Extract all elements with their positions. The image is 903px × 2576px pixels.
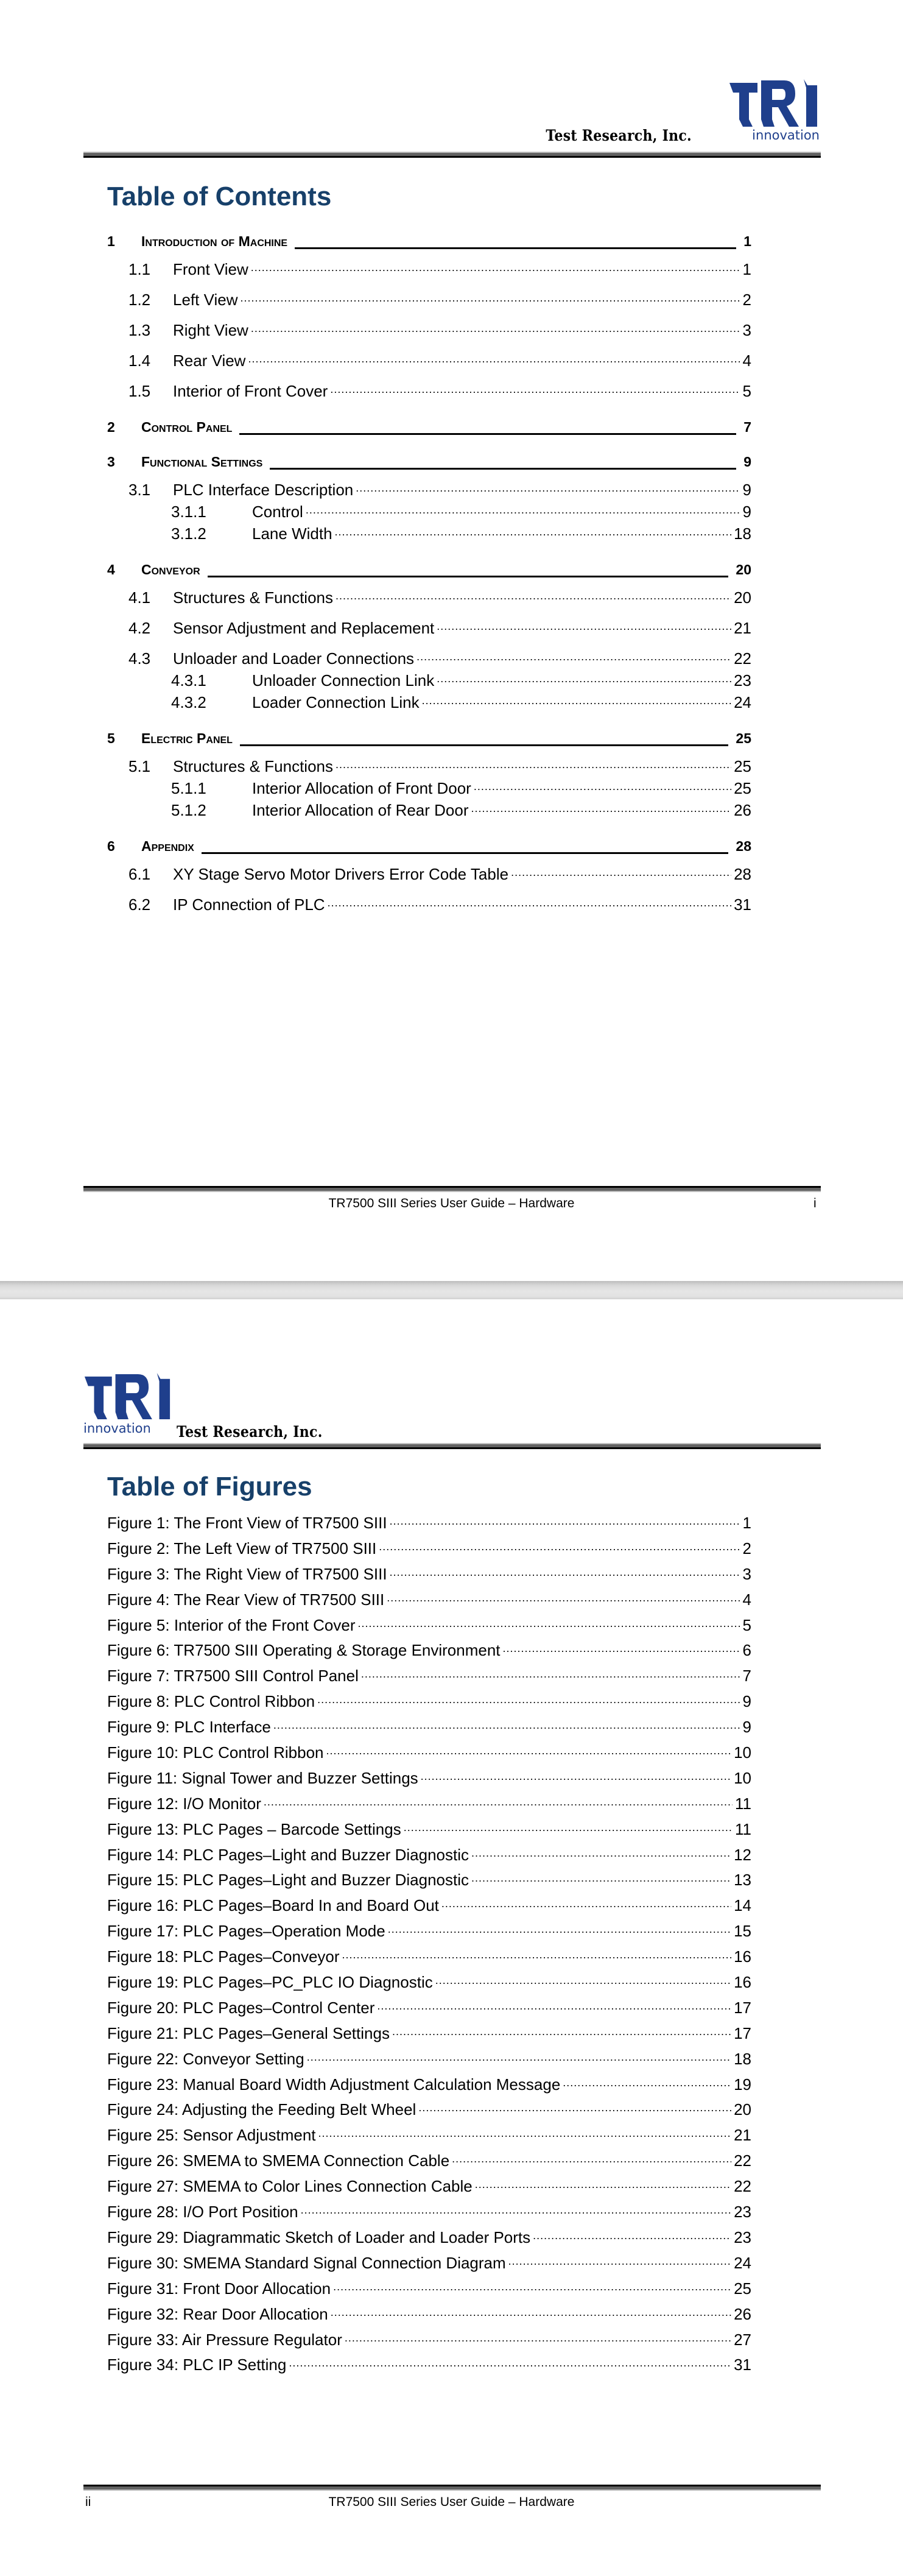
toc-entry-number: 6.1 bbox=[128, 865, 151, 883]
figure-entry-label: Figure 25: Sensor Adjustment bbox=[107, 2126, 316, 2145]
company-name: Test Research, Inc. bbox=[546, 127, 692, 144]
figure-entry-label: Figure 32: Rear Door Allocation bbox=[107, 2304, 328, 2323]
figure-entry-label: Figure 11: Signal Tower and Buzzer Settings bbox=[107, 1768, 418, 1787]
figure-entry-page: 9 bbox=[742, 1718, 751, 1737]
figure-entry-page: 22 bbox=[734, 2177, 751, 2196]
toc-entry[interactable] bbox=[107, 320, 751, 342]
toc-entry-number: 4.2 bbox=[128, 619, 151, 637]
dot-leader bbox=[421, 1768, 731, 1784]
toc-entry-title: Control Panel bbox=[141, 419, 233, 435]
figure-entry-page: 6 bbox=[742, 1641, 751, 1660]
toc-entry-title: Left View bbox=[173, 291, 238, 309]
figure-entry-label: Figure 31: Front Door Allocation bbox=[107, 2279, 331, 2298]
dot-leader bbox=[377, 1997, 731, 2013]
toc-entry-title: Rear View bbox=[173, 351, 246, 370]
dot-leader bbox=[328, 894, 732, 910]
figure-entry-page: 2 bbox=[742, 1539, 751, 1558]
toc-entry-page: 2 bbox=[742, 291, 751, 309]
dot-leader bbox=[563, 2074, 731, 2090]
figure-entry[interactable] bbox=[107, 2023, 751, 2048]
toc-chapter[interactable] bbox=[107, 233, 751, 252]
toc-entry[interactable] bbox=[107, 381, 751, 403]
tab-leader-line bbox=[239, 433, 736, 435]
figure-entry-label: Figure 3: The Right View of TR7500 SIII bbox=[107, 1564, 387, 1583]
dot-leader bbox=[437, 670, 731, 686]
figure-entry-page: 14 bbox=[734, 1896, 751, 1915]
figure-entry[interactable] bbox=[107, 1819, 751, 1844]
figure-entry-label: Figure 8: PLC Control Ribbon bbox=[107, 1692, 315, 1711]
toc-entry-number: 5 bbox=[107, 730, 115, 746]
figure-entry[interactable] bbox=[107, 1640, 751, 1665]
toc-entry-title: XY Stage Servo Motor Drivers Error Code Table bbox=[173, 865, 509, 883]
toc-entry-number: 1.5 bbox=[128, 382, 151, 400]
figure-entry[interactable] bbox=[107, 2150, 751, 2176]
dot-leader bbox=[503, 1640, 740, 1656]
figure-entry[interactable] bbox=[107, 2304, 751, 2329]
dot-leader bbox=[422, 692, 731, 708]
dot-leader bbox=[533, 2227, 731, 2243]
toc-entry-page: 3 bbox=[742, 321, 751, 339]
toc-entry-number: 5.1.2 bbox=[171, 801, 206, 819]
tab-leader-line bbox=[208, 576, 729, 577]
toc-entry-page: 20 bbox=[736, 562, 751, 577]
table-of-figures bbox=[107, 1512, 751, 2380]
toc-entry-page: 5 bbox=[742, 382, 751, 400]
figure-entry-label: Figure 13: PLC Pages – Barcode Settings bbox=[107, 1819, 401, 1838]
figure-entry-label: Figure 19: PLC Pages–PC_PLC IO Diagnostic bbox=[107, 1973, 433, 1992]
toc-chapter[interactable] bbox=[107, 562, 751, 580]
figure-entry[interactable] bbox=[107, 2201, 751, 2227]
figure-entry-label: Figure 5: Interior of the Front Cover bbox=[107, 1615, 356, 1634]
figure-entry-page: 26 bbox=[734, 2304, 751, 2323]
toc-entry-number: 5.1.1 bbox=[171, 779, 206, 797]
figure-entry-page: 15 bbox=[734, 1922, 751, 1941]
toc-entry[interactable] bbox=[107, 501, 751, 523]
figure-entry-page: 3 bbox=[742, 1564, 751, 1583]
toc-entry-title: Structures & Functions bbox=[173, 757, 333, 775]
dot-leader bbox=[435, 1972, 731, 1988]
page-separator bbox=[0, 1281, 903, 1299]
toc-entry-page: 22 bbox=[734, 649, 751, 668]
toc-entry-number: 4.3.1 bbox=[171, 671, 206, 690]
figure-entry[interactable] bbox=[107, 1512, 751, 1538]
toc-entry-title: Structures & Functions bbox=[173, 588, 333, 607]
footer-title: TR7500 SIII Series User Guide – Hardware bbox=[328, 1196, 575, 1210]
dot-leader bbox=[471, 800, 732, 816]
figure-entry[interactable] bbox=[107, 2074, 751, 2100]
figure-entry-label: Figure 30: SMEMA Standard Signal Connection Diagram bbox=[107, 2253, 506, 2272]
figure-entry[interactable] bbox=[107, 1921, 751, 1946]
figure-entry-label: Figure 27: SMEMA to Color Lines Connection Cable bbox=[107, 2177, 473, 2196]
figure-entry[interactable] bbox=[107, 2253, 751, 2278]
toc-entry-number: 2 bbox=[107, 419, 115, 435]
toc-entry-page: 25 bbox=[734, 779, 751, 797]
toc-entry[interactable] bbox=[107, 894, 751, 916]
toc-entry[interactable] bbox=[107, 587, 751, 609]
dot-leader bbox=[416, 648, 731, 664]
toc-entry-title: Unloader Connection Link bbox=[252, 671, 435, 690]
figure-entry[interactable] bbox=[107, 1946, 751, 1972]
dot-leader bbox=[335, 523, 732, 539]
toc-entry-page: 24 bbox=[734, 693, 751, 711]
document-page-2 bbox=[0, 1299, 903, 2576]
toc-chapter[interactable] bbox=[107, 454, 751, 472]
tri-logo bbox=[83, 1372, 175, 1439]
figure-entry-page: 20 bbox=[734, 2100, 751, 2119]
figure-entry-page: 11 bbox=[735, 1819, 751, 1838]
dot-leader bbox=[471, 1869, 731, 1885]
footer-rule bbox=[83, 2485, 821, 2491]
figure-entry-page: 13 bbox=[734, 1871, 751, 1890]
figure-entry-page: 1 bbox=[742, 1514, 751, 1532]
dot-leader bbox=[330, 381, 740, 397]
figure-entry[interactable] bbox=[107, 1997, 751, 2023]
dot-leader bbox=[251, 320, 740, 336]
dot-leader bbox=[471, 1844, 731, 1860]
figure-entry-page: 7 bbox=[742, 1667, 751, 1685]
toc-entry-page: 31 bbox=[734, 895, 751, 914]
header-rule bbox=[83, 1443, 821, 1449]
toc-entry[interactable] bbox=[107, 259, 751, 281]
dot-leader bbox=[301, 2201, 731, 2217]
dot-leader bbox=[306, 501, 740, 517]
figure-entry[interactable] bbox=[107, 1665, 751, 1691]
toc-entry-number: 4.3.2 bbox=[171, 693, 206, 711]
toc-entry-number: 1.1 bbox=[128, 260, 151, 278]
figure-entry-label: Figure 29: Diagrammatic Sketch of Loader and Loader Ports bbox=[107, 2228, 531, 2246]
dot-leader bbox=[331, 2304, 731, 2320]
tri-logo bbox=[728, 79, 820, 146]
header-rule bbox=[83, 152, 821, 158]
toc-entry-number: 6 bbox=[107, 838, 115, 854]
dot-leader bbox=[358, 1615, 740, 1631]
figure-entry[interactable] bbox=[107, 2227, 751, 2253]
tri-logo-icon bbox=[83, 1372, 172, 1420]
dot-leader bbox=[333, 2278, 731, 2294]
figure-entry-label: Figure 21: PLC Pages–General Settings bbox=[107, 2024, 390, 2042]
dot-leader bbox=[387, 1589, 740, 1605]
toc-entry[interactable] bbox=[107, 289, 751, 311]
toc-entry-number: 3.1.1 bbox=[171, 503, 206, 521]
tab-leader-line bbox=[240, 744, 728, 746]
figure-entry-page: 12 bbox=[734, 1845, 751, 1864]
figure-entry-page: 16 bbox=[734, 1947, 751, 1966]
figure-entry-page: 10 bbox=[734, 1768, 751, 1787]
toc-chapter[interactable] bbox=[107, 730, 751, 749]
figure-entry-label: Figure 6: TR7500 SIII Operating & Storage Environment bbox=[107, 1641, 501, 1660]
toc-entry-title: Lane Width bbox=[252, 524, 332, 543]
toc-entry-title: Control bbox=[252, 503, 303, 521]
toc-entry-page: 9 bbox=[742, 503, 751, 521]
figure-entry-label: Figure 26: SMEMA to SMEMA Connection Cable bbox=[107, 2151, 450, 2170]
figure-entry-label: Figure 15: PLC Pages–Light and Buzzer Diagnostic bbox=[107, 1871, 469, 1890]
toc-chapter[interactable] bbox=[107, 419, 751, 437]
toc-entry-title: Unloader and Loader Connections bbox=[173, 649, 415, 668]
dot-leader bbox=[474, 778, 731, 794]
figure-entry-page: 27 bbox=[734, 2330, 751, 2349]
figure-entry-page: 16 bbox=[734, 1973, 751, 1992]
dot-leader bbox=[361, 1665, 740, 1681]
dot-leader bbox=[388, 1921, 731, 1936]
toc-entry-title: Loader Connection Link bbox=[252, 693, 420, 711]
figure-entry-page: 4 bbox=[742, 1590, 751, 1609]
dot-leader bbox=[248, 350, 740, 366]
toc-entry-number: 1 bbox=[107, 233, 115, 249]
toc-entry-page: 23 bbox=[734, 671, 751, 690]
toc-entry[interactable] bbox=[107, 692, 751, 714]
toc-entry-page: 26 bbox=[734, 801, 751, 819]
dot-leader bbox=[251, 259, 740, 275]
toc-entry-number: 4.3 bbox=[128, 649, 151, 668]
toc-entry-page: 7 bbox=[743, 419, 751, 435]
toc-entry-title: Interior Allocation of Rear Door bbox=[252, 801, 469, 819]
figure-entry-label: Figure 28: I/O Port Position bbox=[107, 2203, 298, 2221]
toc-entry-number: 1.2 bbox=[128, 291, 151, 309]
dot-leader bbox=[264, 1793, 733, 1809]
figure-entry-label: Figure 2: The Left View of TR7500 SIII bbox=[107, 1539, 377, 1558]
toc-entry-number: 6.2 bbox=[128, 895, 151, 914]
figure-entry-label: Figure 9: PLC Interface bbox=[107, 1718, 271, 1737]
figure-entry[interactable] bbox=[107, 1691, 751, 1717]
tab-leader-line bbox=[295, 247, 736, 249]
figure-entry[interactable] bbox=[107, 1793, 751, 1819]
toc-entry[interactable] bbox=[107, 350, 751, 372]
toc-entry-number: 3 bbox=[107, 454, 115, 470]
figure-entry-page: 23 bbox=[734, 2228, 751, 2246]
dot-leader bbox=[289, 2354, 731, 2370]
toc-entry-number: 4.1 bbox=[128, 588, 151, 607]
figure-entry[interactable] bbox=[107, 2048, 751, 2074]
toc-entry-number: 4 bbox=[107, 562, 115, 577]
toc-entry-number: 1.4 bbox=[128, 351, 151, 370]
figure-entry-label: Figure 12: I/O Monitor bbox=[107, 1794, 261, 1813]
document-page-1 bbox=[0, 0, 903, 1281]
toc-entry-title: Interior of Front Cover bbox=[173, 382, 328, 400]
toc-entry-page: 20 bbox=[734, 588, 751, 607]
figure-entry-label: Figure 1: The Front View of TR7500 SIII bbox=[107, 1514, 387, 1532]
figure-entry[interactable] bbox=[107, 2354, 751, 2380]
toc-entry[interactable] bbox=[107, 756, 751, 778]
figure-entry-page: 18 bbox=[734, 2049, 751, 2068]
toc-entry-title: Conveyor bbox=[141, 562, 200, 577]
toc-entry-number: 1.3 bbox=[128, 321, 151, 339]
toc-entry-title: Right View bbox=[173, 321, 248, 339]
toc-entry-page: 28 bbox=[734, 865, 751, 883]
figure-entry[interactable] bbox=[107, 1869, 751, 1895]
company-name: Test Research, Inc. bbox=[177, 1423, 323, 1441]
figure-entry-label: Figure 20: PLC Pages–Control Center bbox=[107, 1998, 375, 2017]
toc-entry-page: 1 bbox=[742, 260, 751, 278]
figure-entry[interactable] bbox=[107, 2278, 751, 2304]
dot-leader bbox=[475, 2176, 731, 2192]
figure-entry[interactable] bbox=[107, 1742, 751, 1768]
figure-entry-label: Figure 10: PLC Control Ribbon bbox=[107, 1743, 324, 1762]
dot-leader bbox=[318, 2125, 732, 2140]
toc-entry-number: 3.1.2 bbox=[171, 524, 206, 543]
figure-entry-page: 17 bbox=[734, 1998, 751, 2017]
dot-leader bbox=[508, 2253, 731, 2268]
footer-rule bbox=[83, 1186, 821, 1192]
toc-entry[interactable] bbox=[107, 864, 751, 886]
figure-entry-page: 17 bbox=[734, 2024, 751, 2042]
toc-entry-title: Introduction of Machine bbox=[141, 233, 288, 249]
figure-entry-page: 11 bbox=[735, 1794, 751, 1813]
dot-leader bbox=[511, 864, 731, 880]
figure-entry-page: 10 bbox=[734, 1743, 751, 1762]
figure-entry-page: 21 bbox=[734, 2126, 751, 2145]
toc-entry-title: Functional Settings bbox=[141, 454, 263, 470]
toc-entry-title: Interior Allocation of Front Door bbox=[252, 779, 471, 797]
toc-entry[interactable] bbox=[107, 648, 751, 670]
toc-entry-title: PLC Interface Description bbox=[173, 481, 354, 499]
dot-leader bbox=[336, 756, 731, 772]
dot-leader bbox=[379, 1538, 740, 1554]
figure-entry[interactable] bbox=[107, 1538, 751, 1564]
dot-leader bbox=[317, 1691, 740, 1707]
footer-page-number: i bbox=[813, 1196, 817, 1210]
dot-leader bbox=[452, 2150, 731, 2166]
dot-leader bbox=[326, 1742, 732, 1758]
dot-leader bbox=[392, 2023, 731, 2039]
toc-entry-page: 28 bbox=[736, 838, 751, 854]
figure-entry-page: 22 bbox=[734, 2151, 751, 2170]
toc-entry-title: Electric Panel bbox=[141, 730, 233, 746]
figure-entry[interactable] bbox=[107, 1589, 751, 1615]
logo-subtext: innovation bbox=[83, 1421, 151, 1436]
footer-title: TR7500 SIII Series User Guide – Hardware bbox=[328, 2495, 575, 2509]
figure-entry-label: Figure 18: PLC Pages–Conveyor bbox=[107, 1947, 340, 1966]
figure-entry[interactable] bbox=[107, 1972, 751, 1997]
toc-entry[interactable] bbox=[107, 670, 751, 692]
figure-entry[interactable] bbox=[107, 1615, 751, 1640]
toc-entry-number: 3.1 bbox=[128, 481, 151, 499]
dot-leader bbox=[437, 618, 731, 633]
toc-entry[interactable] bbox=[107, 800, 751, 822]
figure-entry-label: Figure 4: The Rear View of TR7500 SIII bbox=[107, 1590, 385, 1609]
toc-entry[interactable] bbox=[107, 479, 751, 501]
tab-leader-line bbox=[270, 468, 736, 470]
figure-entry-label: Figure 14: PLC Pages–Light and Buzzer Diagnostic bbox=[107, 1845, 469, 1864]
dot-leader bbox=[273, 1717, 740, 1732]
figure-entry[interactable] bbox=[107, 1844, 751, 1870]
tab-leader-line bbox=[202, 852, 729, 854]
figure-entry[interactable] bbox=[107, 2176, 751, 2201]
toc-entry-title: Front View bbox=[173, 260, 248, 278]
toc-entry-page: 25 bbox=[736, 730, 751, 746]
toc-entry-title: Sensor Adjustment and Replacement bbox=[173, 619, 435, 637]
figure-entry-label: Figure 17: PLC Pages–Operation Mode bbox=[107, 1922, 385, 1941]
toc-entry-page: 21 bbox=[734, 619, 751, 637]
dot-leader bbox=[390, 1512, 740, 1528]
figure-entry-page: 25 bbox=[734, 2279, 751, 2298]
dot-leader bbox=[342, 1946, 732, 1962]
dot-leader bbox=[418, 2099, 731, 2115]
toc-entry-page: 9 bbox=[742, 481, 751, 499]
figure-entry-page: 23 bbox=[734, 2203, 751, 2221]
toc-entry-page: 18 bbox=[734, 524, 751, 543]
toc-entry-page: 9 bbox=[743, 454, 751, 470]
table-of-contents bbox=[107, 233, 751, 916]
figure-entry-page: 31 bbox=[734, 2355, 751, 2374]
figure-entry-label: Figure 23: Manual Board Width Adjustment Calculation Message bbox=[107, 2075, 561, 2094]
dot-leader bbox=[307, 2048, 731, 2064]
dot-leader bbox=[356, 479, 740, 495]
toc-entry-title: Appendix bbox=[141, 838, 194, 854]
dot-leader bbox=[404, 1819, 733, 1835]
toc-entry-number: 5.1 bbox=[128, 757, 151, 775]
figure-entry-page: 5 bbox=[742, 1615, 751, 1634]
figure-entry[interactable] bbox=[107, 1717, 751, 1742]
toc-entry-title: IP Connection of PLC bbox=[173, 895, 325, 914]
figure-entry[interactable] bbox=[107, 1564, 751, 1589]
figure-entry[interactable] bbox=[107, 1895, 751, 1921]
figure-entry[interactable] bbox=[107, 1768, 751, 1793]
dot-leader bbox=[441, 1895, 731, 1911]
logo-subtext: innovation bbox=[752, 128, 820, 143]
figure-entry-page: 9 bbox=[742, 1692, 751, 1711]
figure-entry-label: Figure 33: Air Pressure Regulator bbox=[107, 2330, 342, 2349]
figure-entry-page: 19 bbox=[734, 2075, 751, 2094]
toc-entry[interactable] bbox=[107, 523, 751, 545]
toc-entry-page: 4 bbox=[742, 351, 751, 370]
figure-entry[interactable] bbox=[107, 2329, 751, 2355]
toc-chapter[interactable] bbox=[107, 838, 751, 856]
figure-entry-label: Figure 22: Conveyor Setting bbox=[107, 2049, 304, 2068]
dot-leader bbox=[336, 587, 731, 603]
dot-leader bbox=[345, 2329, 731, 2345]
figure-entry-page: 24 bbox=[734, 2253, 751, 2272]
toc-entry[interactable] bbox=[107, 778, 751, 800]
dot-leader bbox=[390, 1564, 740, 1579]
page-title: Table of Contents bbox=[107, 182, 332, 211]
dot-leader bbox=[240, 289, 740, 305]
figure-entry-label: Figure 16: PLC Pages–Board In and Board Out bbox=[107, 1896, 439, 1915]
toc-entry[interactable] bbox=[107, 618, 751, 640]
figure-entry-label: Figure 7: TR7500 SIII Control Panel bbox=[107, 1667, 359, 1685]
toc-entry-page: 1 bbox=[743, 233, 751, 249]
figure-entry[interactable] bbox=[107, 2125, 751, 2150]
figure-entry-label: Figure 34: PLC IP Setting bbox=[107, 2355, 287, 2374]
page-title: Table of Figures bbox=[107, 1472, 312, 1501]
tri-logo-icon bbox=[728, 79, 820, 127]
footer-page-number: ii bbox=[85, 2495, 91, 2509]
toc-entry-page: 25 bbox=[734, 757, 751, 775]
figure-entry-label: Figure 24: Adjusting the Feeding Belt Wheel bbox=[107, 2100, 416, 2119]
figure-entry[interactable] bbox=[107, 2099, 751, 2125]
